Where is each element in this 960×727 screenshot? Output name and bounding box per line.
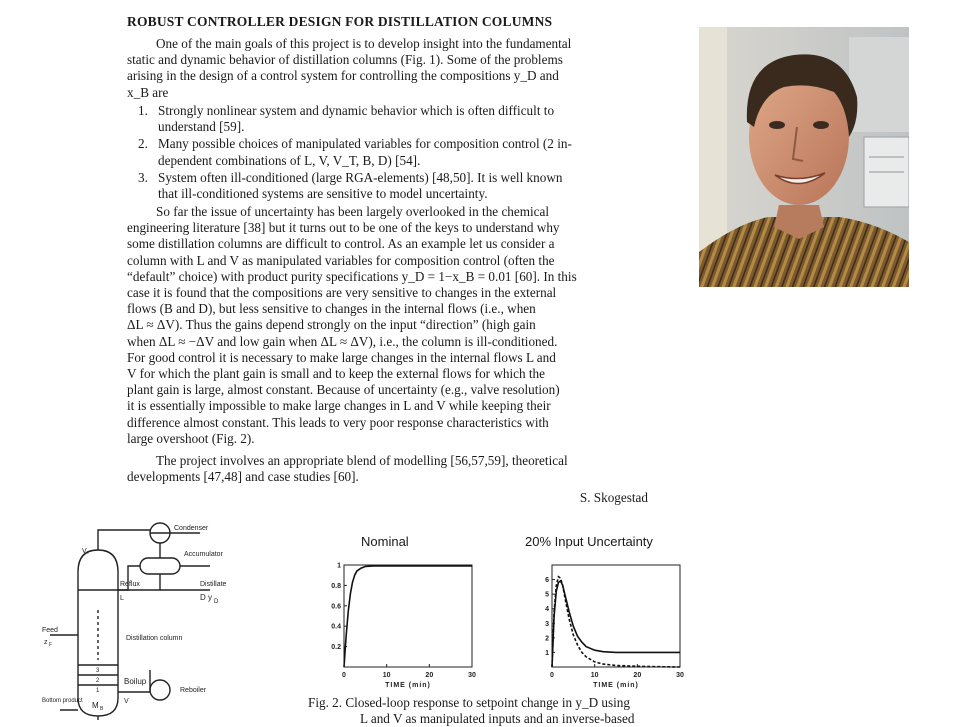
plot-uncertainty-title: 20% Input Uncertainty — [525, 534, 653, 549]
body-line: flows (B and D), but less sensitive to changes in the internal flows (i.e., when — [127, 301, 536, 317]
plot-nominal — [322, 555, 482, 690]
intro-paragraph — [127, 36, 647, 101]
body-line: case it is found that the compositions are very sensitive to changes in the external — [127, 285, 557, 301]
label-mb: M — [92, 701, 99, 710]
author-photo — [699, 27, 909, 287]
y-tick-label: 0.4 — [331, 623, 341, 631]
list-item-number: 2. — [138, 136, 148, 152]
closing-line: The project involves an appropriate blend of modelling [56,57,59], theoretical — [156, 453, 568, 468]
body-line: So far the issue of uncertainty has been largely overlooked in the chemical — [156, 204, 550, 219]
body-line: column with L and V as manipulated variables for composition control (often the — [127, 252, 555, 268]
body-line: plant gain is large, almost constant. Because of uncertainty (e.g., valve resolution) — [127, 382, 560, 398]
reboiler-shape — [150, 680, 170, 700]
label-feed: Feed — [42, 627, 58, 634]
body-line: when ΔL ≈ −ΔV and low gain when ΔL ≈ ΔV), i.e., the column is ill-conditioned. — [127, 333, 558, 349]
body-line: For good control it is necessary to make large changes in the internal flows L and — [127, 349, 556, 365]
label-tray-3: 3 — [96, 668, 100, 674]
list-item — [138, 136, 648, 168]
intro-line: One of the main goals of this project is to develop insight into the fundamental — [156, 36, 572, 51]
list-item-line: that ill-conditioned systems are sensitive to model uncertainty. — [158, 186, 488, 202]
list-item — [138, 170, 648, 202]
figure-caption: Fig. 2. Closed-loop response to setpoint change in y_D using — [308, 695, 630, 710]
closing-paragraph — [127, 453, 647, 485]
list-item-line: understand [59]. — [158, 119, 245, 135]
distillation-column-diagram — [40, 520, 265, 720]
label-condenser: Condenser — [174, 525, 209, 532]
list-item-line: Many possible choices of manipulated variables for composition control (2 in- — [158, 136, 572, 152]
plot-frame — [344, 565, 472, 667]
x-tick-label: 20 — [633, 672, 642, 679]
intro-line: arising in the design of a control system for controlling the compositions y_D and — [127, 68, 559, 84]
y-tick-label: 6 — [545, 577, 549, 585]
x-tick-label: 10 — [590, 672, 599, 679]
label-accumulator: Accumulator — [184, 551, 223, 558]
series-line-dashed — [552, 577, 680, 667]
label-d-subscript: D — [214, 599, 219, 605]
intro-line: x_B are — [127, 84, 169, 100]
label-bottom: Bottom product — [42, 698, 83, 704]
body-line: large overshoot (Fig. 2). — [127, 430, 255, 446]
label-l: L — [120, 595, 124, 602]
label-tray-2: 2 — [96, 678, 100, 684]
x-tick-label: 0 — [550, 672, 554, 679]
x-axis-label: TIME (min) — [593, 682, 639, 689]
label-d-y: D y — [200, 593, 212, 602]
closing-line: developments [47,48] and case studies [60]. — [127, 469, 359, 485]
intro-line: static and dynamic behavior of distillation columns (Fig. 1). Some of the problems — [127, 52, 563, 68]
x-axis-label: TIME (min) — [385, 682, 431, 689]
y-tick-label: 2 — [545, 635, 549, 643]
label-boilup: Boilup — [124, 677, 147, 686]
label-v1: V₁ — [82, 548, 90, 555]
body-paragraph — [127, 204, 647, 447]
y-tick-label: 1 — [545, 649, 549, 657]
x-tick-label: 10 — [382, 672, 391, 679]
figure-caption-line2: L and V as manipulated inputs and an inverse-based — [360, 711, 635, 726]
plot-nominal-title: Nominal — [361, 534, 409, 549]
body-line: V for which the plant gain is small and to keep the external flows for which the — [127, 366, 545, 382]
y-tick-label: 0.8 — [331, 582, 341, 590]
author-photo-drawing — [699, 27, 909, 287]
x-tick-label: 30 — [676, 672, 684, 679]
list-item-line: dependent combinations of L, V, V_T, B, D) [54]. — [158, 152, 421, 168]
label-v: V — [124, 698, 129, 705]
series-line — [344, 566, 472, 667]
article-title: ROBUST CONTROLLER DESIGN FOR DISTILLATION COLUMNS — [127, 14, 553, 29]
label-zf: z — [44, 639, 48, 646]
body-line: ΔL ≈ ΔV). Thus the gains depend strongly on the input “direction” (high gain — [127, 317, 536, 333]
x-tick-label: 30 — [468, 672, 476, 679]
y-tick-label: 1 — [337, 562, 341, 570]
body-line: difference almost constant. This leads to very poor response characteristics with — [127, 414, 549, 430]
label-tray-1: 1 — [96, 688, 100, 694]
x-tick-label: 0 — [342, 672, 346, 679]
y-tick-label: 5 — [545, 591, 549, 599]
body-line: it is essentially impossible to make large changes in L and V while keeping their — [127, 398, 551, 414]
body-line: “default” choice) with product purity specifications y_D = 1−x_B = 0.01 [60]. In this — [127, 268, 577, 284]
label-mb-subscript: B — [100, 706, 104, 712]
body-line: engineering literature [38] but it turns out to be one of the keys to understand why — [127, 220, 560, 236]
label-distillate: Distillate — [200, 581, 227, 588]
label-reflux: Reflux — [120, 581, 140, 588]
label-column: Distillation column — [126, 635, 183, 642]
body-line: some distillation columns are difficult to control. As an example let us consider a — [127, 236, 555, 252]
y-tick-label: 0.2 — [331, 644, 341, 652]
list-item-number: 1. — [138, 103, 148, 118]
problem-list — [138, 103, 648, 203]
label-zf-subscript: F — [49, 642, 53, 648]
y-tick-label: 0.6 — [331, 603, 341, 611]
list-item-line: Strongly nonlinear system and dynamic behavior which is often difficult to — [158, 103, 555, 118]
plot-uncertainty — [530, 555, 690, 690]
y-tick-label: 3 — [545, 620, 549, 628]
list-item-line: System often ill-conditioned (large RGA-elements) [48,50]. It is well known — [158, 169, 563, 185]
y-tick-label: 4 — [545, 606, 549, 614]
list-item — [138, 103, 648, 135]
x-tick-label: 20 — [425, 672, 434, 679]
label-reboiler: Reboiler — [180, 687, 207, 694]
list-item-number: 3. — [138, 169, 148, 185]
author-signature: S. Skogestad — [579, 490, 648, 505]
accumulator-shape — [140, 558, 180, 574]
